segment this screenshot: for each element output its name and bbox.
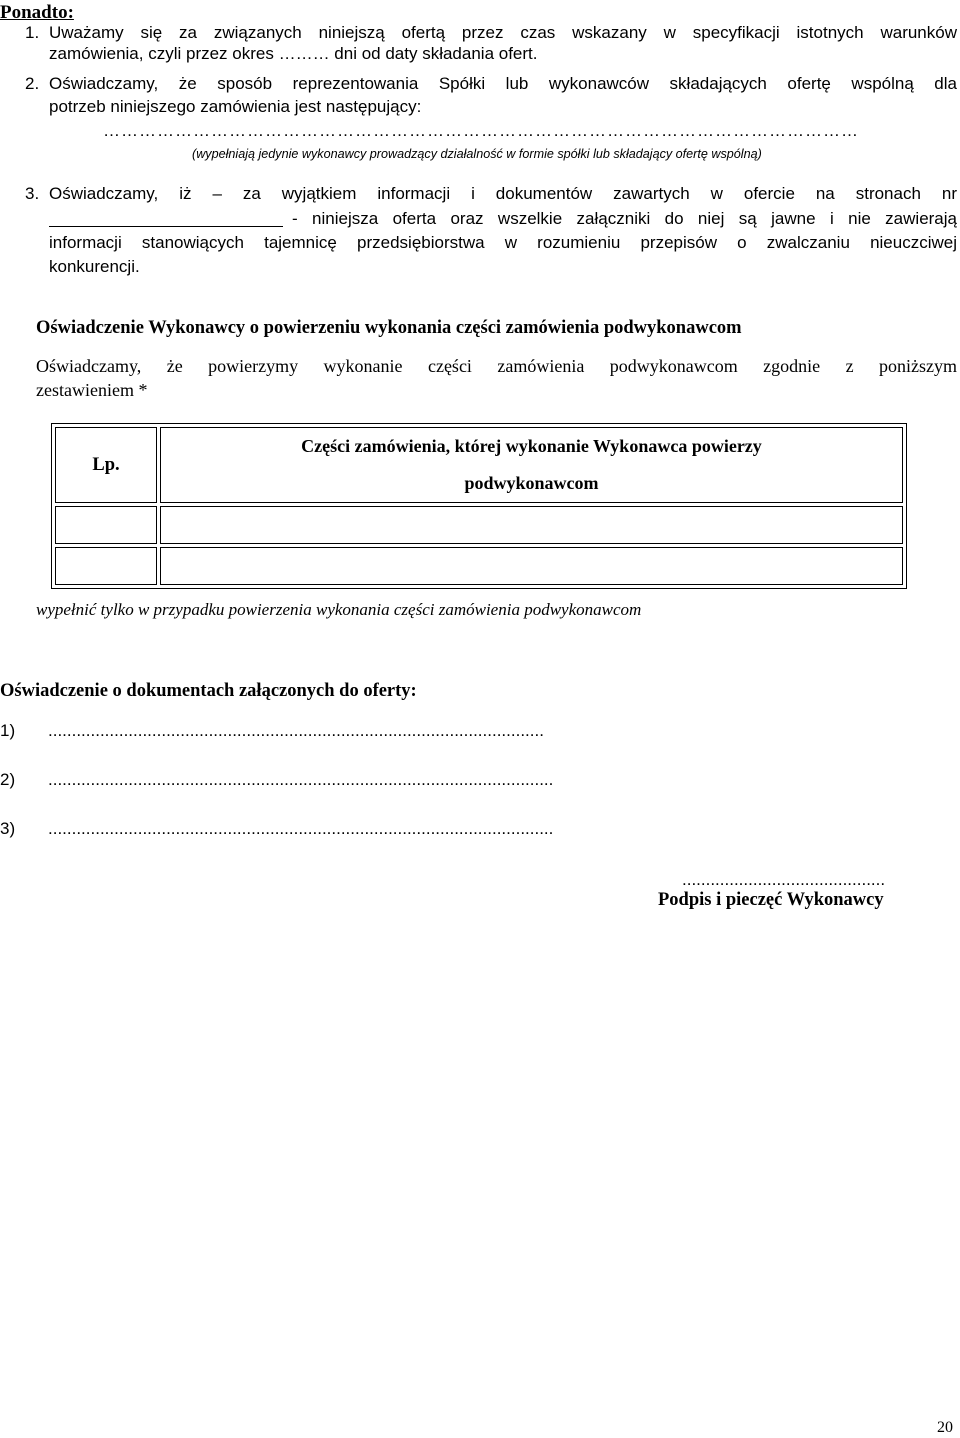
subcontract-text-line-2: zestawieniem * [36, 380, 148, 400]
table-cell-lp[interactable] [55, 547, 157, 585]
item-3-line-2: - niniejsza oferta oraz wszelkie załączniki do niej są jawne i nie zawierają [292, 209, 957, 228]
item-3-line-3: informacji stanowiących tajemnicę przedsiębiorstwa w rozumieniu przepisów o zwalczaniu nieuczciwej [49, 233, 957, 252]
item-3-blank-field [49, 226, 283, 227]
documents-item-1-number: 1) [0, 721, 16, 740]
item-2-line-2: potrzeb niniejszego zamówienia jest następujący: [49, 97, 422, 116]
subcontract-table [51, 423, 907, 589]
table-header-description [160, 427, 903, 503]
documents-item-3-dots: ........................................................................................................... [48, 819, 554, 838]
documents-item-1-dots: ......................................................................................................... [48, 721, 544, 740]
item-2-line-1: Oświadczamy, że sposób reprezentowania Spółki lub wykonawców składających ofertę wspólną dla [49, 74, 957, 93]
documents-item-2-number: 2) [0, 770, 16, 789]
subcontract-note: wypełnić tylko w przypadku powierzenia wykonania części zamówienia podwykonawcom [36, 600, 642, 619]
table-cell-description[interactable] [160, 547, 903, 585]
item-3-number: 3. [25, 184, 40, 203]
page-number: 20 [937, 1419, 953, 1436]
item-3-line-1: Oświadczamy, iż – za wyjątkiem informacji i dokumentów zawartych w ofercie na stronach nr [49, 184, 957, 203]
table-row [55, 547, 903, 585]
table-header-description-line-2: podwykonawcom [464, 473, 599, 493]
table-header-description-line-1: Części zamówienia, której wykonanie Wykonawca powierzy [301, 436, 762, 456]
subcontract-title: Oświadczenie Wykonawcy o powierzeniu wykonania części zamówienia podwykonawcom [36, 318, 742, 338]
item-2-number: 2. [25, 74, 40, 93]
table-cell-description[interactable] [160, 506, 903, 544]
heading-ponadto: Ponadto: [0, 2, 74, 23]
documents-item-2-dots: ........................................................................................................... [48, 770, 554, 789]
documents-title: Oświadczenie o dokumentach załączonych do oferty: [0, 681, 417, 701]
table-header-row [55, 427, 903, 503]
item-1-line-1: Uważamy się za związanych niniejszą ofertą przez czas wskazany w specyfikacji istotnych warunków [49, 23, 957, 42]
table-row [55, 506, 903, 544]
item-1-line-2: zamówienia, czyli przez okres ……… dni od daty składania ofert. [49, 44, 538, 63]
documents-item-3-number: 3) [0, 819, 16, 838]
signature-label: Podpis i pieczęć Wykonawcy [658, 890, 884, 910]
item-2-note: (wypełniają jedynie wykonawcy prowadzący działalność w formie spółki lub składający ofertę wspólną) [192, 147, 762, 161]
item-2-fill-dots: ……………………………………………………………………………………………………………… [103, 121, 859, 140]
signature-dots: ........................................... [682, 870, 886, 889]
item-3-line-4: konkurencji. [49, 257, 140, 276]
table-cell-lp[interactable] [55, 506, 157, 544]
table-header-lp: Lp. [55, 427, 157, 503]
subcontract-text-line-1: Oświadczamy, że powierzymy wykonanie części zamówienia podwykonawcom zgodnie z poniższym [36, 356, 957, 376]
item-1-number: 1. [25, 23, 40, 42]
